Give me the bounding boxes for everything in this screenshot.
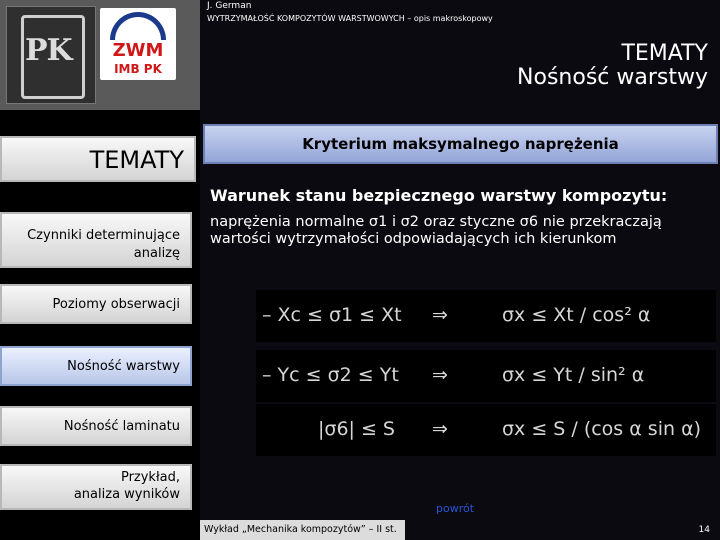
implies-arrow-icon: ⇒ xyxy=(432,418,448,440)
page-title-line2: Nośność warstwy xyxy=(517,65,708,90)
pk-logo xyxy=(6,6,96,104)
formula-left: – Yc ≤ σ2 ≤ Yt xyxy=(262,364,399,386)
zwm-logo-arc-icon xyxy=(110,12,166,40)
formula-row xyxy=(256,290,716,342)
criterion-banner xyxy=(203,124,718,164)
sidebar-item-przyklad[interactable] xyxy=(0,464,192,510)
formula-right: σx ≤ Yt / sin² α xyxy=(502,364,645,386)
implies-arrow-icon: ⇒ xyxy=(432,364,448,386)
sidebar-item-nosnosc-laminatu[interactable] xyxy=(0,406,192,446)
imb-logo-text: IMB PK xyxy=(114,62,162,76)
sidebar-item-czynniki[interactable] xyxy=(0,212,192,268)
sidebar-item-label: Przykład, xyxy=(120,470,180,485)
sidebar-item-label: Poziomy obserwacji xyxy=(52,297,180,312)
sidebar-item-label: Czynniki determinujące xyxy=(27,228,180,243)
sidebar-item-label-2: analiza wyników xyxy=(73,487,180,502)
criterion-label: Kryterium maksymalnego naprężenia xyxy=(302,135,619,153)
formula-left: – Xc ≤ σ1 ≤ Xt xyxy=(262,304,402,326)
back-link[interactable]: powrót xyxy=(436,502,475,515)
condition-body xyxy=(210,214,710,248)
implies-arrow-icon: ⇒ xyxy=(432,304,448,326)
zwm-logo xyxy=(100,8,176,80)
logo-area xyxy=(0,0,200,110)
formula-right: σx ≤ Xt / cos² α xyxy=(502,304,651,326)
footer-bar xyxy=(200,520,405,540)
condition-heading: Warunek stanu bezpiecznego warstwy kompozytu: xyxy=(210,186,668,205)
page-title xyxy=(517,42,708,90)
page-number: 14 xyxy=(698,525,710,535)
sidebar-item-poziomy[interactable] xyxy=(0,284,192,324)
footer-text: Wykład „Mechanika kompozytów” – II st. xyxy=(204,524,397,535)
header-author: J. German xyxy=(207,1,252,11)
zwm-logo-text: ZWM xyxy=(112,40,164,61)
sidebar-item-label: Nośność warstwy xyxy=(67,359,180,374)
sidebar-heading-temat[interactable] xyxy=(0,136,196,182)
pk-logo-text: PK xyxy=(25,33,72,68)
formula-right: σx ≤ S / (cos α sin α) xyxy=(502,418,702,440)
condition-body-line2: wartości wytrzymałości odpowiadających ich kierunkom xyxy=(210,231,617,247)
sidebar xyxy=(0,0,200,540)
sidebar-item-nosnosc-warstwy[interactable] xyxy=(0,346,192,386)
condition-body-line1: naprężenia normalne σ1 i σ2 oraz styczne σ6 nie przekraczają xyxy=(210,214,662,230)
formula-row xyxy=(256,350,716,402)
sidebar-item-label: Nośność laminatu xyxy=(63,419,180,434)
sidebar-item-label-2: analizę xyxy=(133,246,180,261)
header-title: WYTRZYMAŁOŚĆ KOMPOZYTÓW WARSTWOWYCH – opis makroskopowy xyxy=(207,14,493,23)
formula-left: |σ6| ≤ S xyxy=(318,418,395,440)
page-title-line1: TEMATY xyxy=(621,41,708,66)
sidebar-heading-label: TEMATY xyxy=(89,146,184,174)
formula-row xyxy=(256,404,716,456)
